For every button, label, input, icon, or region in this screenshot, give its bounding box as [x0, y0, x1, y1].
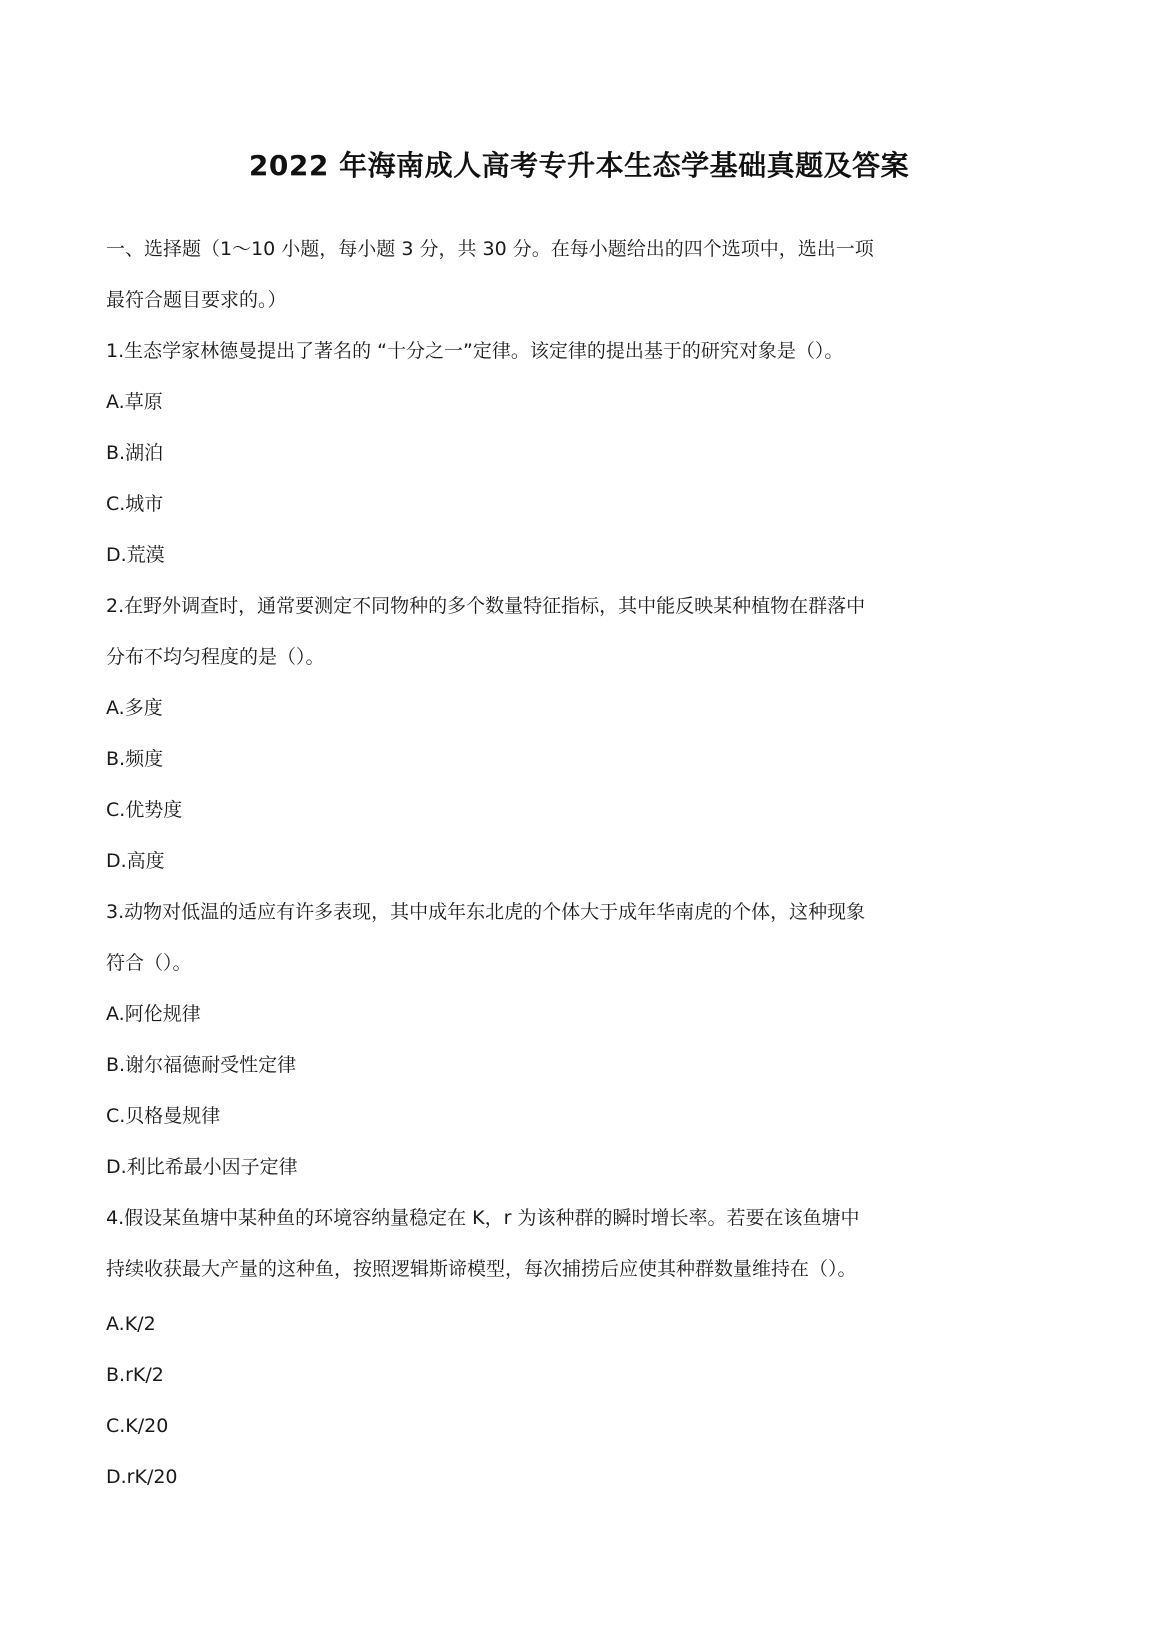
- option-b: B.rK/2: [106, 1364, 164, 1386]
- option-c: C.K/20: [106, 1415, 169, 1437]
- option-c: C.城市: [106, 493, 164, 515]
- option-c: C.贝格曼规律: [106, 1105, 221, 1127]
- option-d: D.荒漠: [106, 544, 165, 566]
- option-c: C.优势度: [106, 799, 183, 821]
- question-2: [106, 581, 1036, 887]
- option-a: A.多度: [106, 697, 163, 719]
- option-d: D.rK/20: [106, 1466, 178, 1488]
- question-stem-continued: 符合（）。: [106, 952, 192, 974]
- option-b: B.频度: [106, 748, 164, 770]
- question-stem: 4.假设某鱼塘中某种鱼的环境容纳量稳定在 K，r 为该种群的瞬时增长率。若要在该鱼塘中: [106, 1207, 860, 1229]
- option-b: B.谢尔福德耐受性定律: [106, 1054, 297, 1076]
- question-4: [106, 1193, 1036, 1503]
- question-stem: 3.动物对低温的适应有许多表现，其中成年东北虎的个体大于成年华南虎的个体，这种现象: [106, 901, 866, 923]
- option-d: D.高度: [106, 850, 165, 872]
- question-stem: 1.生态学家林德曼提出了著名的 “十分之一”定律。该定律的提出基于的研究对象是（）。: [106, 340, 844, 362]
- option-a: A.草原: [106, 391, 163, 413]
- question-stem-continued: 持续收获最大产量的这种鱼，按照逻辑斯谛模型，每次捕捞后应使其种群数量维持在（）。: [106, 1258, 857, 1280]
- section-heading-line-2: 最符合题目要求的。）: [106, 289, 287, 311]
- question-stem-continued: 分布不均匀程度的是（）。: [106, 646, 325, 668]
- question-1: [106, 326, 1036, 581]
- section-heading-line-1: 一、选择题（1〜10 小题，每小题 3 分，共 30 分。在每小题给出的四个选项中，选出一项: [106, 238, 874, 260]
- question-3: [106, 887, 1036, 1193]
- option-d: D.利比希最小因子定律: [106, 1156, 298, 1178]
- option-a: A.K/2: [106, 1313, 156, 1335]
- question-stem: 2.在野外调查时，通常要测定不同物种的多个数量特征指标，其中能反映某种植物在群落中: [106, 595, 866, 617]
- document-body: [106, 224, 1036, 1503]
- document-title: 2022 年海南成人高考专升本生态学基础真题及答案: [248, 149, 910, 182]
- option-b: B.湖泊: [106, 442, 164, 464]
- option-a: A.阿伦规律: [106, 1003, 201, 1025]
